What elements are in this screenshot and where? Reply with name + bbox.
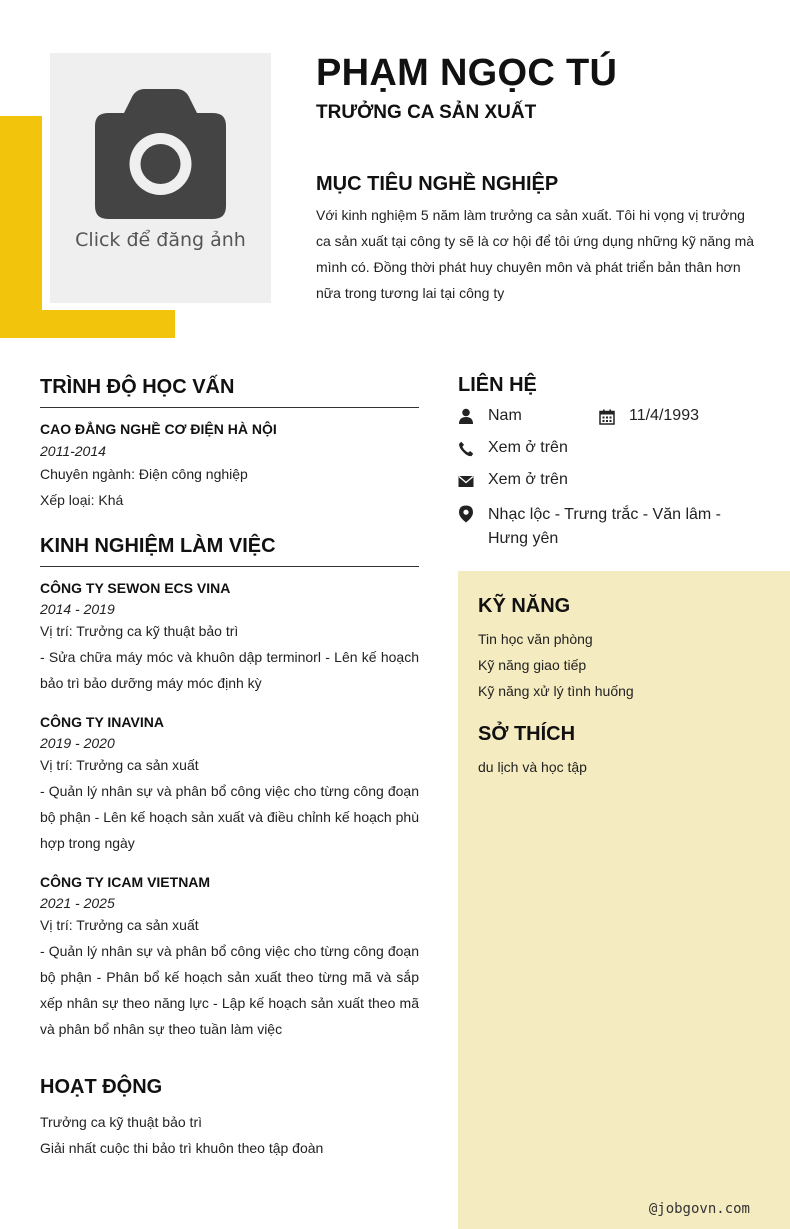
candidate-role: TRƯỞNG CA SẢN XUẤT [316, 102, 537, 123]
education-period: 2011-2014 [40, 443, 106, 459]
contact-email: Xem ở trên [488, 471, 568, 488]
job-entry [40, 580, 419, 696]
job-description: - Quản lý nhân sự và phân bổ công việc cho từng công đoạn bộ phận - Lên kế hoạch sản xuất và điều chỉnh kế hoạch phù hợp trong ngày [40, 783, 419, 851]
watermark: @jobgovn.com [648, 1201, 750, 1217]
person-icon [458, 408, 474, 424]
education-grade: Xếp loại: Khá [40, 492, 124, 508]
experience-title: KINH NGHIỆM LÀM VIỆC [40, 535, 419, 567]
phone-icon [458, 441, 474, 457]
photo-caption: Click để đăng ảnh [75, 229, 246, 251]
accent-bar-horizontal [0, 310, 175, 338]
skills-title: KỸ NĂNG [478, 595, 571, 617]
job-company: CÔNG TY INAVINA [40, 714, 164, 730]
skill-item: Kỹ năng xử lý tình huống [478, 683, 634, 699]
job-company: CÔNG TY SEWON ECS VINA [40, 580, 231, 596]
side-panel [458, 571, 790, 1229]
activity-item: Trưởng ca kỹ thuật bảo trì [40, 1114, 202, 1130]
job-position: Vị trí: Trưởng ca kỹ thuật bảo trì [40, 623, 239, 639]
skill-item: Tin học văn phòng [478, 631, 593, 647]
contact-birthday: 11/4/1993 [629, 407, 699, 424]
activities-title: HOẠT ĐỘNG [40, 1076, 163, 1098]
activity-item: Giải nhất cuộc thi bảo trì khuôn theo tập đoàn [40, 1140, 324, 1156]
education-title: TRÌNH ĐỘ HỌC VẤN [40, 376, 419, 408]
contact-address: Nhạc lộc - Trưng trắc - Văn lâm - Hưng yên [488, 506, 721, 547]
job-company: CÔNG TY ICAM VIETNAM [40, 874, 211, 890]
job-position: Vị trí: Trưởng ca sản xuất [40, 917, 199, 933]
job-period: 2014 - 2019 [40, 601, 115, 617]
email-icon [458, 473, 474, 489]
hobby-item: du lịch và học tập [478, 759, 587, 775]
activities-section [40, 1076, 419, 1161]
candidate-name: PHẠM NGỌC TÚ [316, 52, 618, 94]
job-entry [40, 874, 419, 1042]
job-period: 2021 - 2025 [40, 895, 115, 911]
objective-text: Với kinh nghiệm 5 năm làm trưởng ca sản xuất. Tôi hi vọng vị trưởng ca sản xuất tại công ty sẽ là cơ hội để tôi ứng dụng những kỹ năng mà mình có. Đồng thời phát huy chuyên môn và phát triển bản thân hơn nữa trong tương lai tại công ty [316, 207, 755, 301]
objective-title: MỤC TIÊU NGHỀ NGHIỆP [316, 173, 559, 195]
experience-section [40, 535, 419, 1042]
education-section [40, 376, 419, 513]
contact-phone: Xem ở trên [488, 439, 568, 456]
job-description: - Sửa chữa máy móc và khuôn dập terminorl - Lên kế hoạch bảo trì bảo dưỡng máy móc định kỳ [40, 649, 419, 691]
job-period: 2019 - 2020 [40, 735, 115, 751]
contact-gender: Nam [488, 407, 522, 424]
contact-title: LIÊN HỆ [458, 374, 537, 396]
hobbies-title: SỞ THÍCH [478, 723, 576, 745]
accent-bar-vertical [0, 116, 42, 338]
camera-icon [95, 89, 226, 219]
skill-item: Kỹ năng giao tiếp [478, 657, 587, 673]
location-pin-icon [458, 505, 474, 523]
photo-upload[interactable] [50, 53, 271, 303]
calendar-icon [599, 409, 615, 425]
job-position: Vị trí: Trưởng ca sản xuất [40, 757, 199, 773]
job-entry [40, 714, 419, 856]
job-description: - Quản lý nhân sự và phân bổ công việc cho từng công đoạn bộ phận - Phân bổ kế hoạch sản xuất theo từng mã và sắp xếp nhân sự theo năng lực - Lập kế hoạch sản xuất theo mã và phân bổ nhân sự theo tuần làm việc [40, 943, 419, 1037]
education-major: Chuyên ngành: Điện công nghiệp [40, 466, 248, 482]
school-name: CAO ĐẲNG NGHỀ CƠ ĐIỆN HÀ NỘI [40, 421, 277, 437]
